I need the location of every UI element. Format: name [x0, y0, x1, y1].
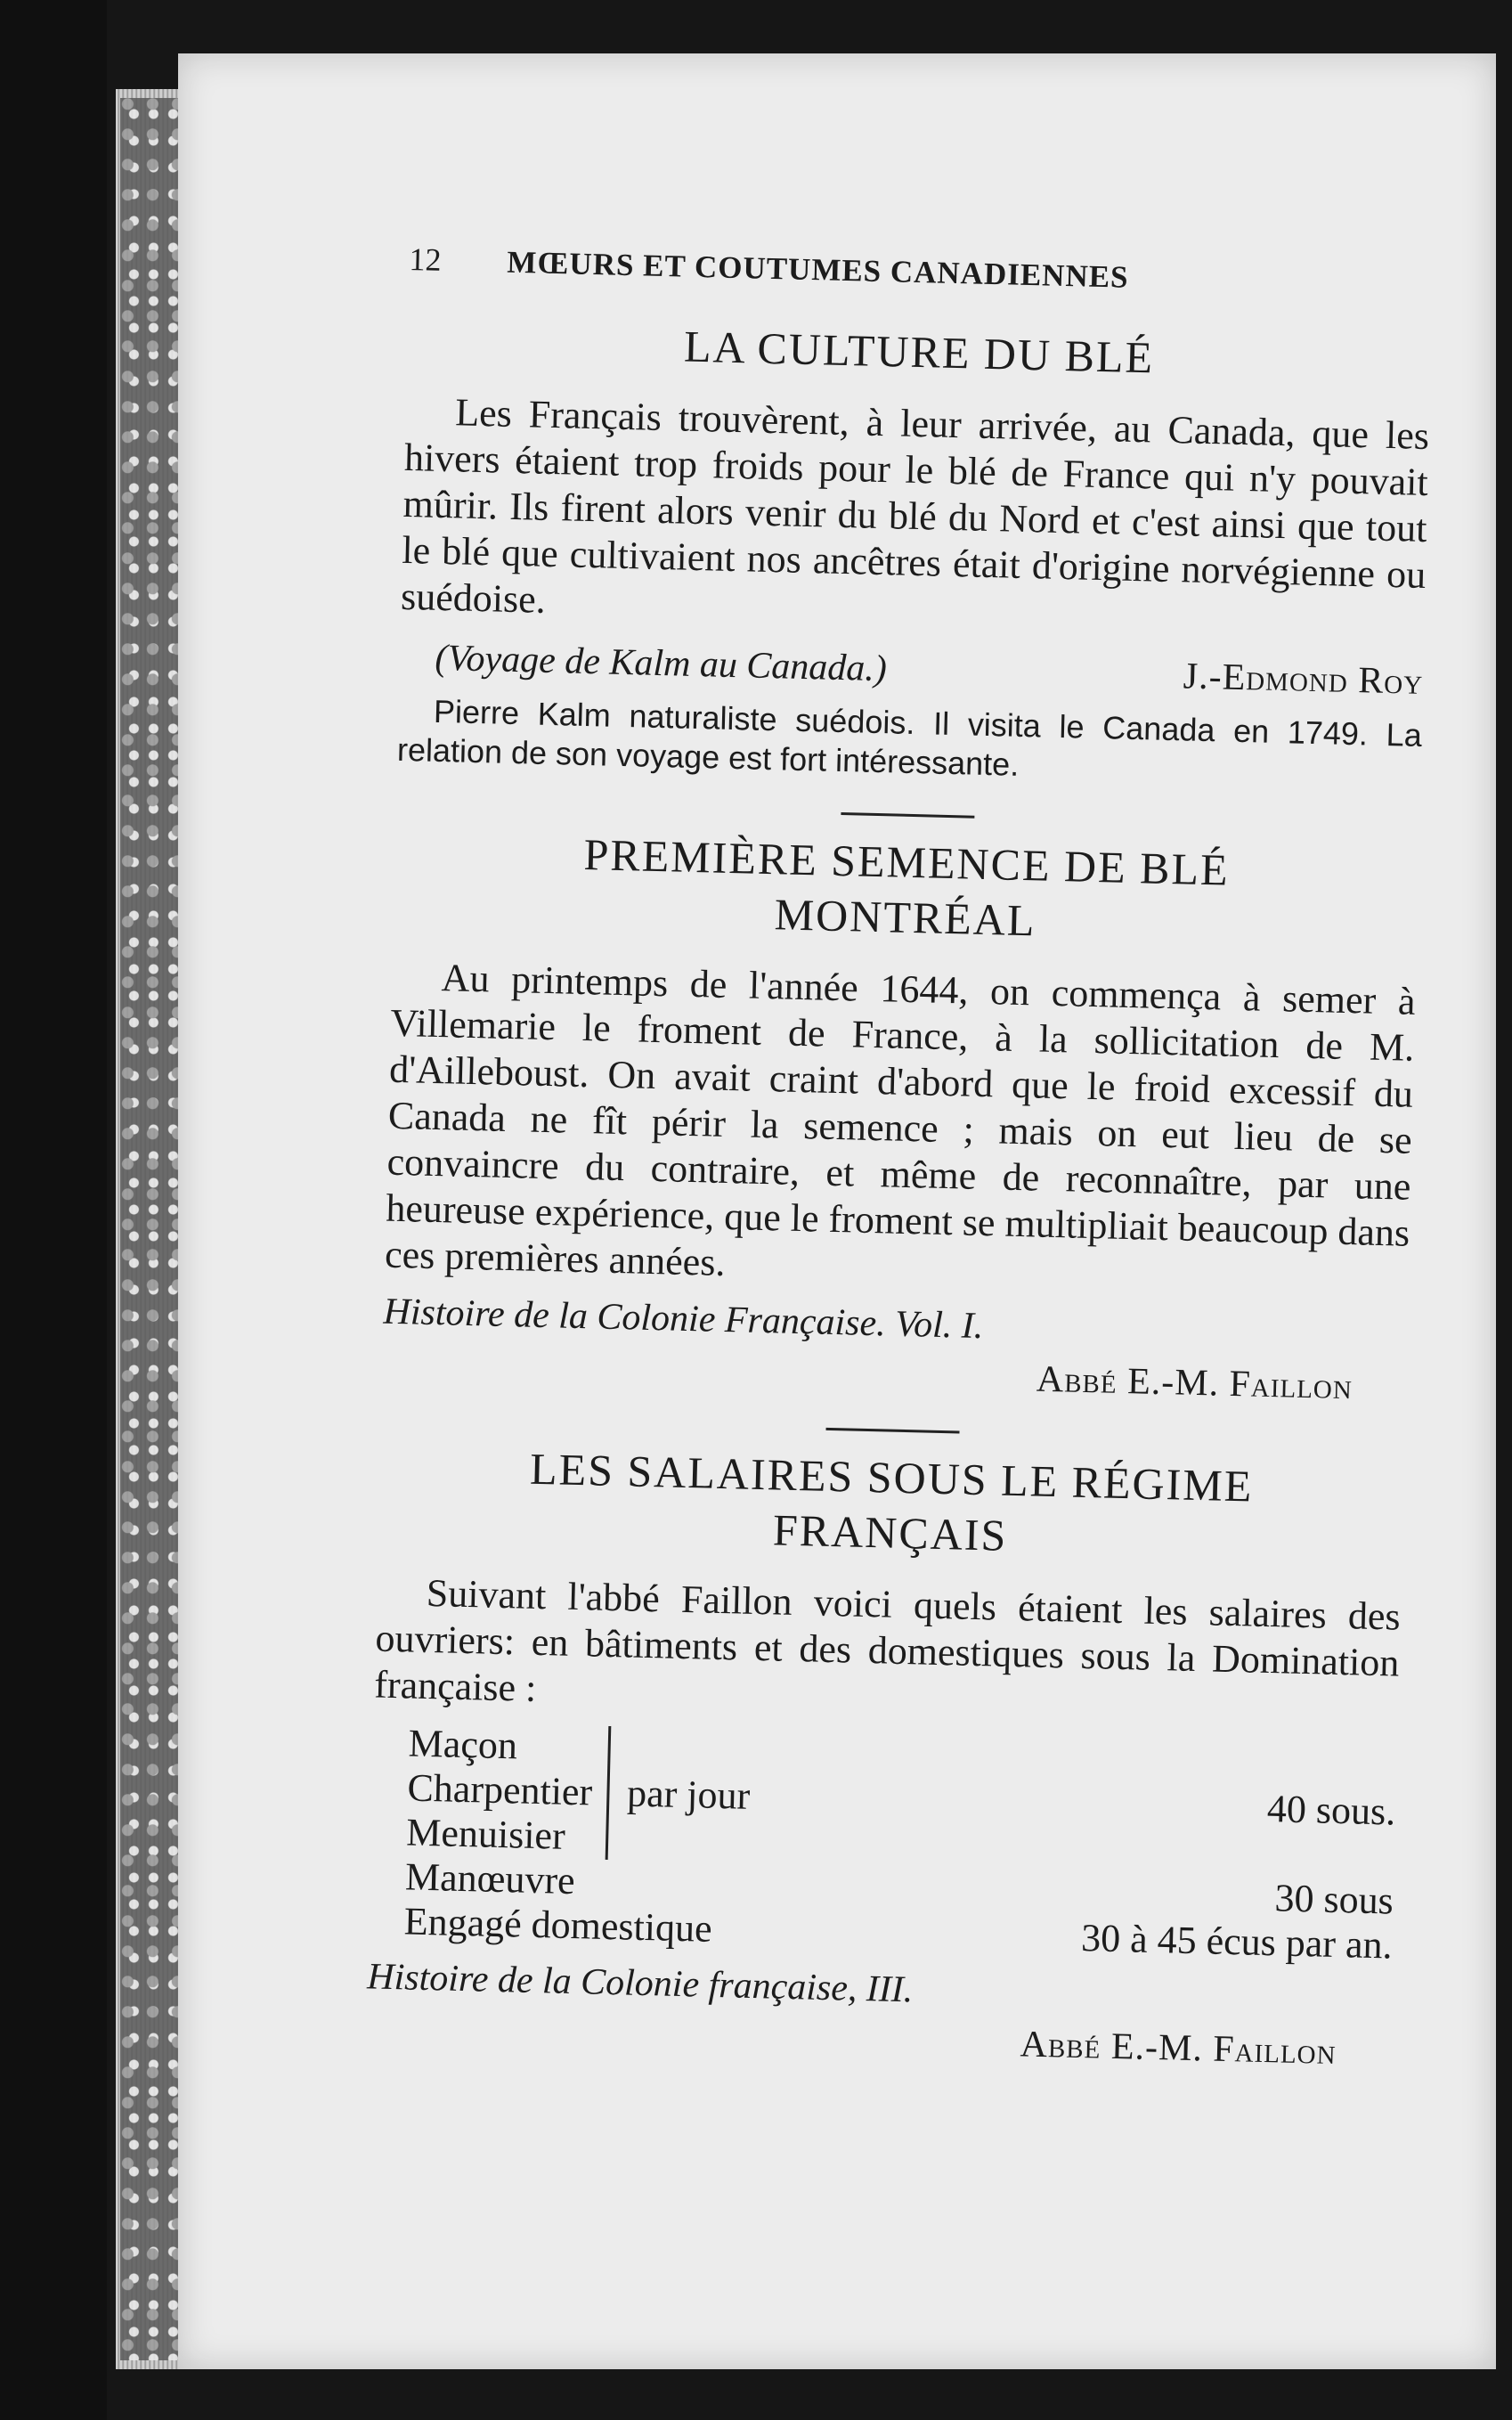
title-line: FRANÇAIS [772, 1504, 1009, 1560]
spine-shadow [0, 0, 107, 2420]
section-body-salaires: Suivant l'abbé Faillon voici quels étaient les salaires des ouvriers: en bâtiments et des domestiques sous la Domination française : [373, 1570, 1402, 1710]
wage-group-names [406, 1721, 611, 1859]
running-title: MŒURS ET COUTUMES CANADIENNES [506, 244, 1130, 295]
footnote-kalm: Pierre Kalm naturaliste suédois. Il visita le Canada en 1749. La relation de son voyage est fort intéressante. [396, 692, 1423, 783]
section-title-culture: LA CULTURE DU BLÉ [683, 321, 1155, 383]
author-name: J.-Edmond Roy [1183, 656, 1424, 703]
wage-group [406, 1721, 1397, 1878]
wage-unit: par jour [626, 1771, 751, 1818]
section-divider [826, 1428, 960, 1434]
wage-label: Maçon [408, 1721, 518, 1768]
wage-amount: 40 sous. [1266, 1787, 1396, 1834]
section-title-semence [393, 822, 1419, 957]
title-line: PREMIÈRE SEMENCE DE BLÉ [582, 828, 1231, 895]
source-line-culture [435, 637, 1424, 704]
author-name: Abbé E.-M. Faillon [1036, 1358, 1353, 1408]
marbled-cover-edge [120, 98, 183, 2360]
section-divider [841, 812, 974, 819]
section-body-semence: Au printemps de l'année 1644, on commença à semer à Villemarie le froment de France, à la sollicitation de M. d'Ailleboust. On avait craint d'abord que le froid excessif du Canada ne fît périr la semence ; mais on eut lieu de se convaincre du contraire, et même de reconnaître, par une heureuse expérience, que le froment se multipliait beaucoup dans ces premières années. [384, 956, 1417, 1284]
section-title-salaires [378, 1438, 1404, 1573]
wage-amount: 30 à 45 écus par an. [1080, 1916, 1394, 1968]
source-citation: Histoire de la Colonie Française. Vol. I. [383, 1291, 984, 1348]
source-citation: (Voyage de Kalm au Canada.) [434, 637, 888, 690]
wage-table [403, 1721, 1397, 1968]
title-line: LES SALAIRES SOUS LE RÉGIME [529, 1443, 1254, 1511]
source-citation: Histoire de la Colonie française, III. [366, 1956, 914, 2011]
wage-label: Manœuvre [404, 1854, 576, 1903]
author-name: Abbé E.-M. Faillon [1020, 2024, 1337, 2074]
section-body-culture: Les Français trouvèrent, à leur arrivée, au Canada, que les hivers étaient trop froids pour le blé de France qui n'y pouvait mûrir. Ils firent alors venir du blé du Nord et c'est ainsi que tout le blé que cultivaient nos ancêtres était d'origine norvégienne ou suédoise. [400, 390, 1430, 622]
wage-label: Engagé domestique [403, 1899, 713, 1951]
page-content [365, 240, 1433, 2074]
wage-label: Charpentier [406, 1765, 593, 1814]
page-number: 12 [408, 240, 442, 278]
wage-label: Menuisier [405, 1810, 566, 1858]
title-line: MONTRÉAL [774, 889, 1037, 946]
wage-amount: 30 sous [1273, 1876, 1394, 1923]
